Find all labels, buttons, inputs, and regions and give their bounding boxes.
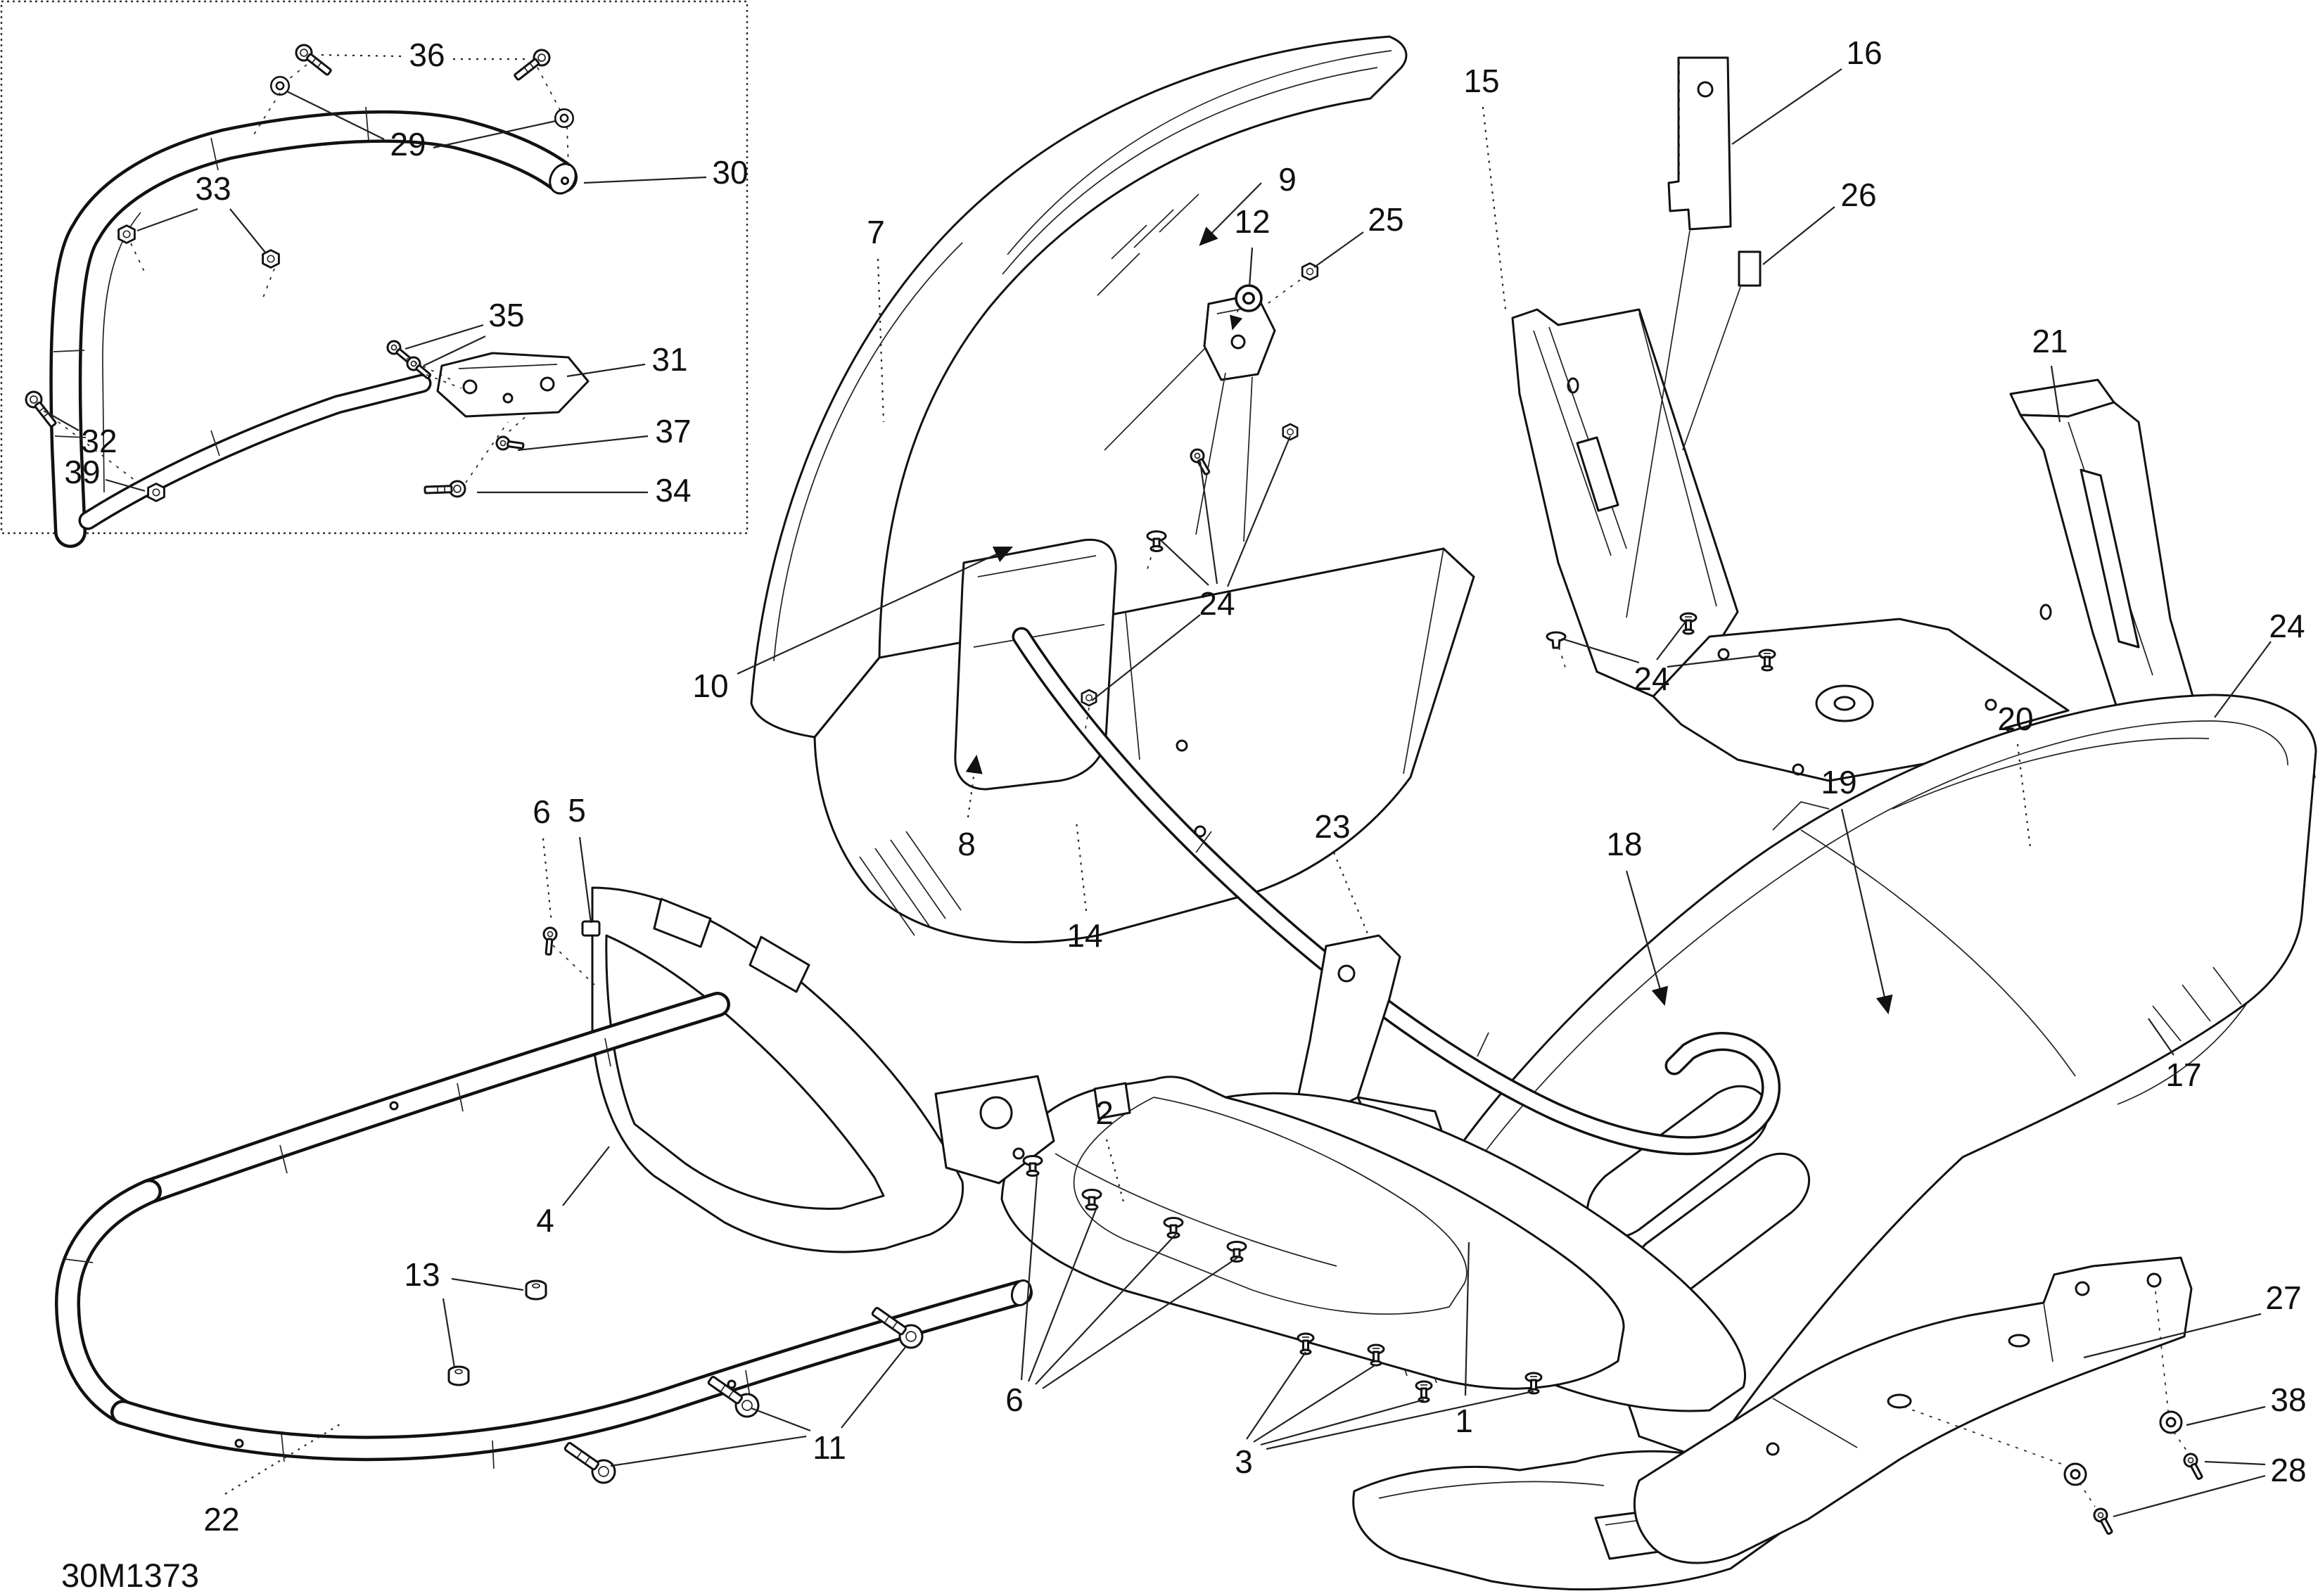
callout-2: 2 <box>1095 1094 1114 1131</box>
leader-35-0 <box>405 325 483 349</box>
callout-37: 37 <box>655 413 692 449</box>
callout-6-upper: 6 <box>533 793 551 830</box>
callout-25: 25 <box>1368 201 1404 238</box>
callout-23: 23 <box>1314 808 1351 845</box>
callout-28: 28 <box>2270 1452 2307 1488</box>
callout-14: 14 <box>1066 917 1103 954</box>
leader-5-0 <box>580 837 591 923</box>
callout-33: 33 <box>195 170 231 207</box>
leader-36-0 <box>318 55 401 56</box>
callout-18: 18 <box>1606 826 1643 862</box>
callout-19: 19 <box>1821 764 1857 800</box>
leader-28-0 <box>2205 1462 2265 1464</box>
leader-26-0 <box>1763 207 1835 264</box>
leader-28-1 <box>2113 1476 2265 1517</box>
windshield-bracket <box>1104 294 1275 542</box>
leader-16-0 <box>1732 69 1842 144</box>
callout-7: 7 <box>867 214 885 250</box>
callout-24-left: 24 <box>1199 585 1235 622</box>
callout-38: 38 <box>2270 1381 2307 1418</box>
clip-5 <box>582 921 599 936</box>
leader-13-1 <box>443 1298 454 1367</box>
leader-33-1 <box>230 209 266 253</box>
grille-fairing <box>592 888 1054 1252</box>
leader-3-0 <box>1247 1352 1306 1439</box>
callout-26: 26 <box>1840 177 1877 213</box>
callout-29: 29 <box>390 126 426 162</box>
inset-bracket <box>438 353 588 416</box>
callout-13: 13 <box>404 1256 440 1293</box>
leader-38-0 <box>2186 1407 2265 1425</box>
callout-20: 20 <box>1997 701 2034 737</box>
callout-1: 1 <box>1455 1403 1473 1439</box>
callout-17: 17 <box>2165 1056 2202 1093</box>
callout-24-right: 24 <box>2269 608 2305 644</box>
leader-3-3 <box>1266 1391 1534 1449</box>
callout-8: 8 <box>957 826 976 862</box>
leader-13-0 <box>452 1279 523 1290</box>
callout-5: 5 <box>568 792 586 829</box>
callout-27: 27 <box>2265 1279 2302 1316</box>
leader-4-0 <box>563 1147 609 1206</box>
callout-10: 10 <box>692 668 729 704</box>
callout-16: 16 <box>1846 34 1883 71</box>
callout-30: 30 <box>712 154 749 191</box>
inset-bumper-brace <box>88 383 422 521</box>
leader-15-0 <box>1483 107 1505 309</box>
callout-6-lower: 6 <box>1005 1381 1024 1418</box>
callout-39: 39 <box>64 454 101 490</box>
side-blade-panel-15 <box>1513 309 2068 781</box>
callout-15: 15 <box>1463 63 1500 99</box>
callout-34: 34 <box>655 472 692 509</box>
leader-37-0 <box>518 436 648 450</box>
callout-35: 35 <box>488 297 525 333</box>
callout-9: 9 <box>1278 161 1297 198</box>
leader-33-0 <box>137 209 198 231</box>
callout-31: 31 <box>651 341 688 378</box>
callout-24-mid: 24 <box>1634 660 1670 697</box>
console-panel <box>815 540 1474 942</box>
leader-24-left-1 <box>1200 461 1217 584</box>
callout-11: 11 <box>813 1429 846 1466</box>
callout-3: 3 <box>1235 1443 1253 1480</box>
callout-4: 4 <box>536 1202 554 1239</box>
callout-32: 32 <box>81 423 117 459</box>
leader-11-0 <box>611 1436 806 1466</box>
callout-36: 36 <box>409 37 445 73</box>
leader-6-upper-0 <box>543 838 552 923</box>
callout-22: 22 <box>203 1501 240 1538</box>
leader-12-0 <box>1249 248 1252 287</box>
leader-23-0 <box>1334 853 1369 937</box>
callout-21: 21 <box>2032 323 2068 359</box>
leader-30-0 <box>584 177 706 183</box>
callout-12: 12 <box>1234 203 1271 240</box>
spacer-26 <box>1683 252 1760 450</box>
leader-11-2 <box>841 1346 906 1428</box>
leader-24-left-2 <box>1228 436 1290 587</box>
drawing-code: 30M1373 <box>61 1557 199 1594</box>
leader-24-left-0 <box>1161 540 1209 585</box>
leader-25-0 <box>1314 232 1363 267</box>
leader-11-1 <box>751 1408 810 1431</box>
